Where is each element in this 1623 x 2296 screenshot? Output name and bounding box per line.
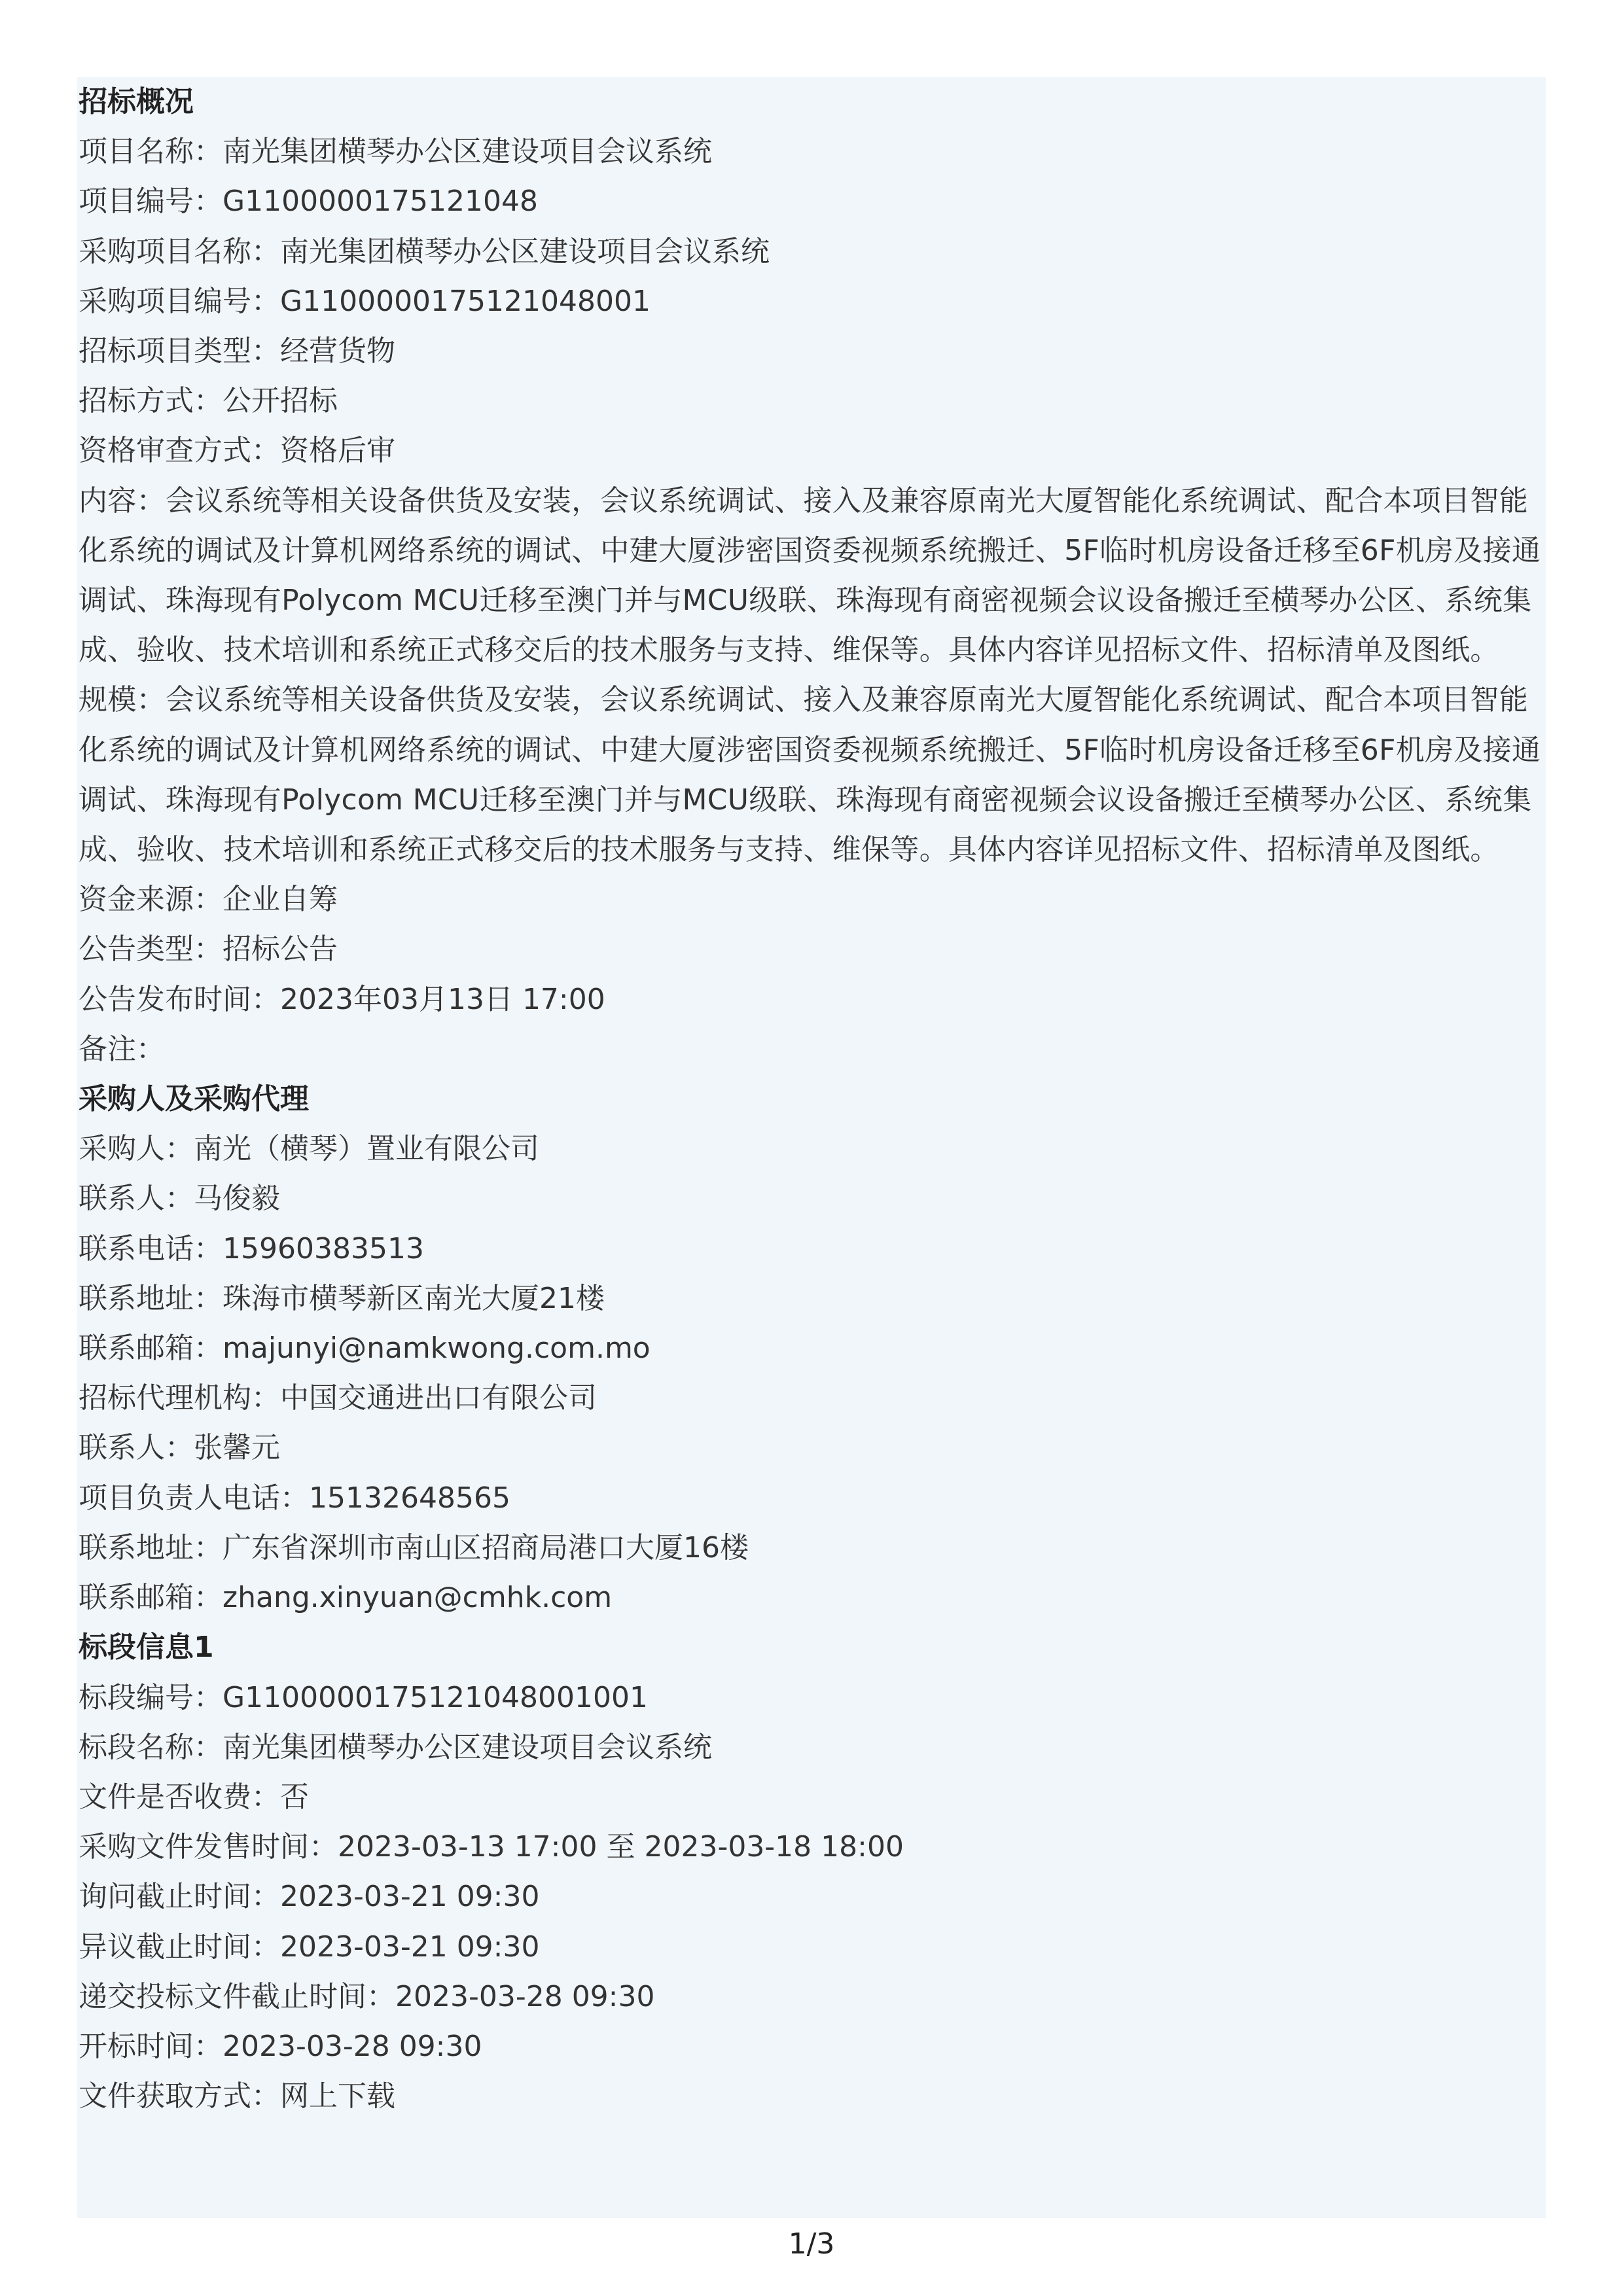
agency-phone: 项目负责人电话：15132648565 — [79, 1481, 510, 1515]
agency-contact: 联系人：张馨元 — [79, 1431, 280, 1465]
qualification-review-method: 资格审查方式：资格后审 — [79, 434, 395, 468]
scale-paragraph: 规模：会议系统等相关设备供货及安装，会议系统调试、接入及兼容原南光大厦智能化系统调试、配合本项目智能化系统的调试及计算机网络系统的调试、中建大厦涉密国资委视频系统搬迁、5F临时机房设备迁移至6F机房及接通调试、珠海现有Polycom MCU迁移至澳门并与MCU级联、珠海现有商密视频会议设备搬迁至横琴办公区、系统集成、验收、技术培训和系统正式移交后的技术服务与支持、维保等。具体内容详见招标文件、招标清单及图纸。 — [79, 683, 1541, 867]
page-number: 1/3 — [788, 2227, 835, 2261]
lot-name: 标段名称：南光集团横琴办公区建设项目会议系统 — [79, 1730, 712, 1764]
purchaser-contact: 联系人：马俊毅 — [79, 1182, 280, 1216]
agency-email: 联系邮箱：zhang.xinyuan@cmhk.com — [79, 1581, 613, 1615]
tender-agency: 招标代理机构：中国交通进出口有限公司 — [79, 1381, 597, 1415]
section-heading-lot: 标段信息1 — [79, 1631, 214, 1665]
agency-address: 联系地址：广东省深圳市南山区招商局港口大厦16楼 — [79, 1530, 749, 1564]
purchase-project-number: 采购项目编号：G1100000175121048001 — [79, 284, 651, 318]
document-body — [77, 77, 1546, 2218]
purchaser-phone: 联系电话：15960383513 — [79, 1231, 424, 1265]
document-fee: 文件是否收费：否 — [79, 1780, 309, 1814]
purchaser: 采购人：南光（横琴）置业有限公司 — [79, 1132, 539, 1166]
purchaser-address: 联系地址：珠海市横琴新区南光大厦21楼 — [79, 1281, 605, 1315]
project-number: 项目编号：G1100000175121048 — [79, 185, 539, 219]
bid-opening-time: 开标时间：2023-03-28 09:30 — [79, 2029, 482, 2063]
fund-source: 资金来源：企业自筹 — [79, 883, 338, 917]
section-heading-agents: 采购人及采购代理 — [79, 1082, 309, 1116]
project-name: 项目名称：南光集团横琴办公区建设项目会议系统 — [79, 135, 712, 169]
notice-type: 公告类型：招标公告 — [79, 932, 338, 966]
document-acquisition-method: 文件获取方式：网上下载 — [79, 2079, 395, 2113]
content-paragraph: 内容：会议系统等相关设备供货及安装，会议系统调试、接入及兼容原南光大厦智能化系统调试、配合本项目智能化系统的调试及计算机网络系统的调试、中建大厦涉密国资委视频系统搬迁、5F临时机房设备迁移至6F机房及接通调试、珠海现有Polycom MCU迁移至澳门并与MCU级联、珠海现有商密视频会议设备搬迁至横琴办公区、系统集成、验收、技术培训和系统正式移交后的技术服务与支持、维保等。具体内容详见招标文件、招标清单及图纸。 — [79, 484, 1541, 667]
tender-project-type: 招标项目类型：经营货物 — [79, 334, 395, 368]
tender-method: 招标方式：公开招标 — [79, 384, 338, 418]
objection-deadline: 异议截止时间：2023-03-21 09:30 — [79, 1930, 540, 1964]
section-heading-overview: 招标概况 — [79, 85, 194, 118]
inquiry-deadline: 询问截止时间：2023-03-21 09:30 — [79, 1880, 540, 1914]
lot-number: 标段编号：G1100000175121048001001 — [79, 1680, 648, 1714]
document-sale-time: 采购文件发售时间：2023-03-13 17:00 至 2023-03-18 18:00 — [79, 1830, 904, 1864]
purchase-project-name: 采购项目名称：南光集团横琴办公区建设项目会议系统 — [79, 234, 770, 268]
publish-time: 公告发布时间：2023年03月13日 17:00 — [79, 982, 605, 1016]
bid-submission-deadline: 递交投标文件截止时间：2023-03-28 09:30 — [79, 1979, 655, 2013]
remarks: 备注： — [79, 1032, 165, 1066]
purchaser-email: 联系邮箱：majunyi@namkwong.com.mo — [79, 1332, 651, 1366]
